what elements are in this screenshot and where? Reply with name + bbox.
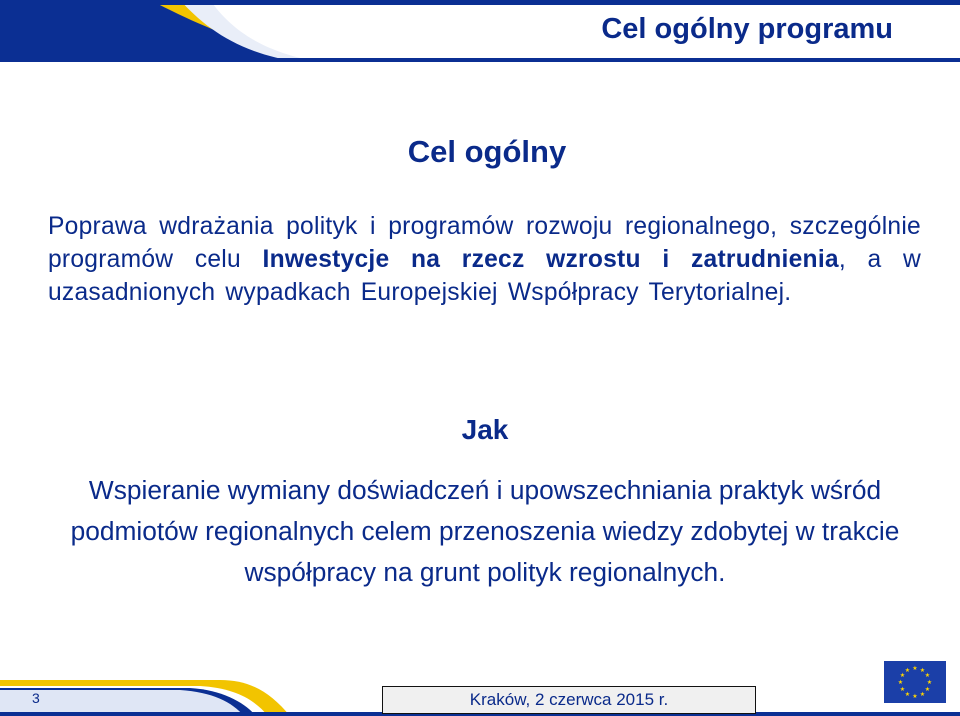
goal-text-part2: , a w uzasadnionych wypadkach Europejskiej Współpracy Terytorialnej. [48, 246, 921, 306]
svg-text:★: ★ [897, 679, 904, 686]
svg-text:★: ★ [924, 672, 931, 679]
svg-text:★: ★ [899, 686, 906, 693]
goal-paragraph [48, 210, 921, 309]
goal-text-part1: Poprawa wdrażania polityk i programów rozwoju regionalnego, szczególnie programów celu [48, 213, 921, 273]
svg-text:★: ★ [904, 667, 911, 674]
svg-text:★: ★ [899, 672, 906, 679]
svg-text:★: ★ [919, 667, 926, 674]
svg-text:★: ★ [912, 665, 918, 672]
svg-text:★: ★ [912, 693, 918, 700]
page-number: 3 [32, 690, 40, 706]
svg-text:★: ★ [919, 691, 926, 698]
goal-heading: Cel ogólny [407, 134, 567, 169]
svg-text:★: ★ [926, 679, 933, 686]
goal-text-bold: Inwestycje na rzecz wzrostu i zatrudnienia [262, 246, 839, 273]
eu-flag-icon [884, 661, 946, 703]
svg-text:★: ★ [904, 691, 911, 698]
page-title: Cel ogólny programu [601, 13, 893, 45]
how-paragraph: Wspieranie wymiany doświadczeń i upowszechniania praktyk wśród podmiotów regionalnych celem przenoszenia wiedzy zdobytej w trakcie współpracy na grunt polityk regionalnych. [70, 475, 900, 587]
how-heading: Jak [461, 414, 509, 445]
svg-text:★: ★ [924, 686, 931, 693]
date-box: Kraków, 2 czerwca 2015 r. [382, 686, 756, 714]
